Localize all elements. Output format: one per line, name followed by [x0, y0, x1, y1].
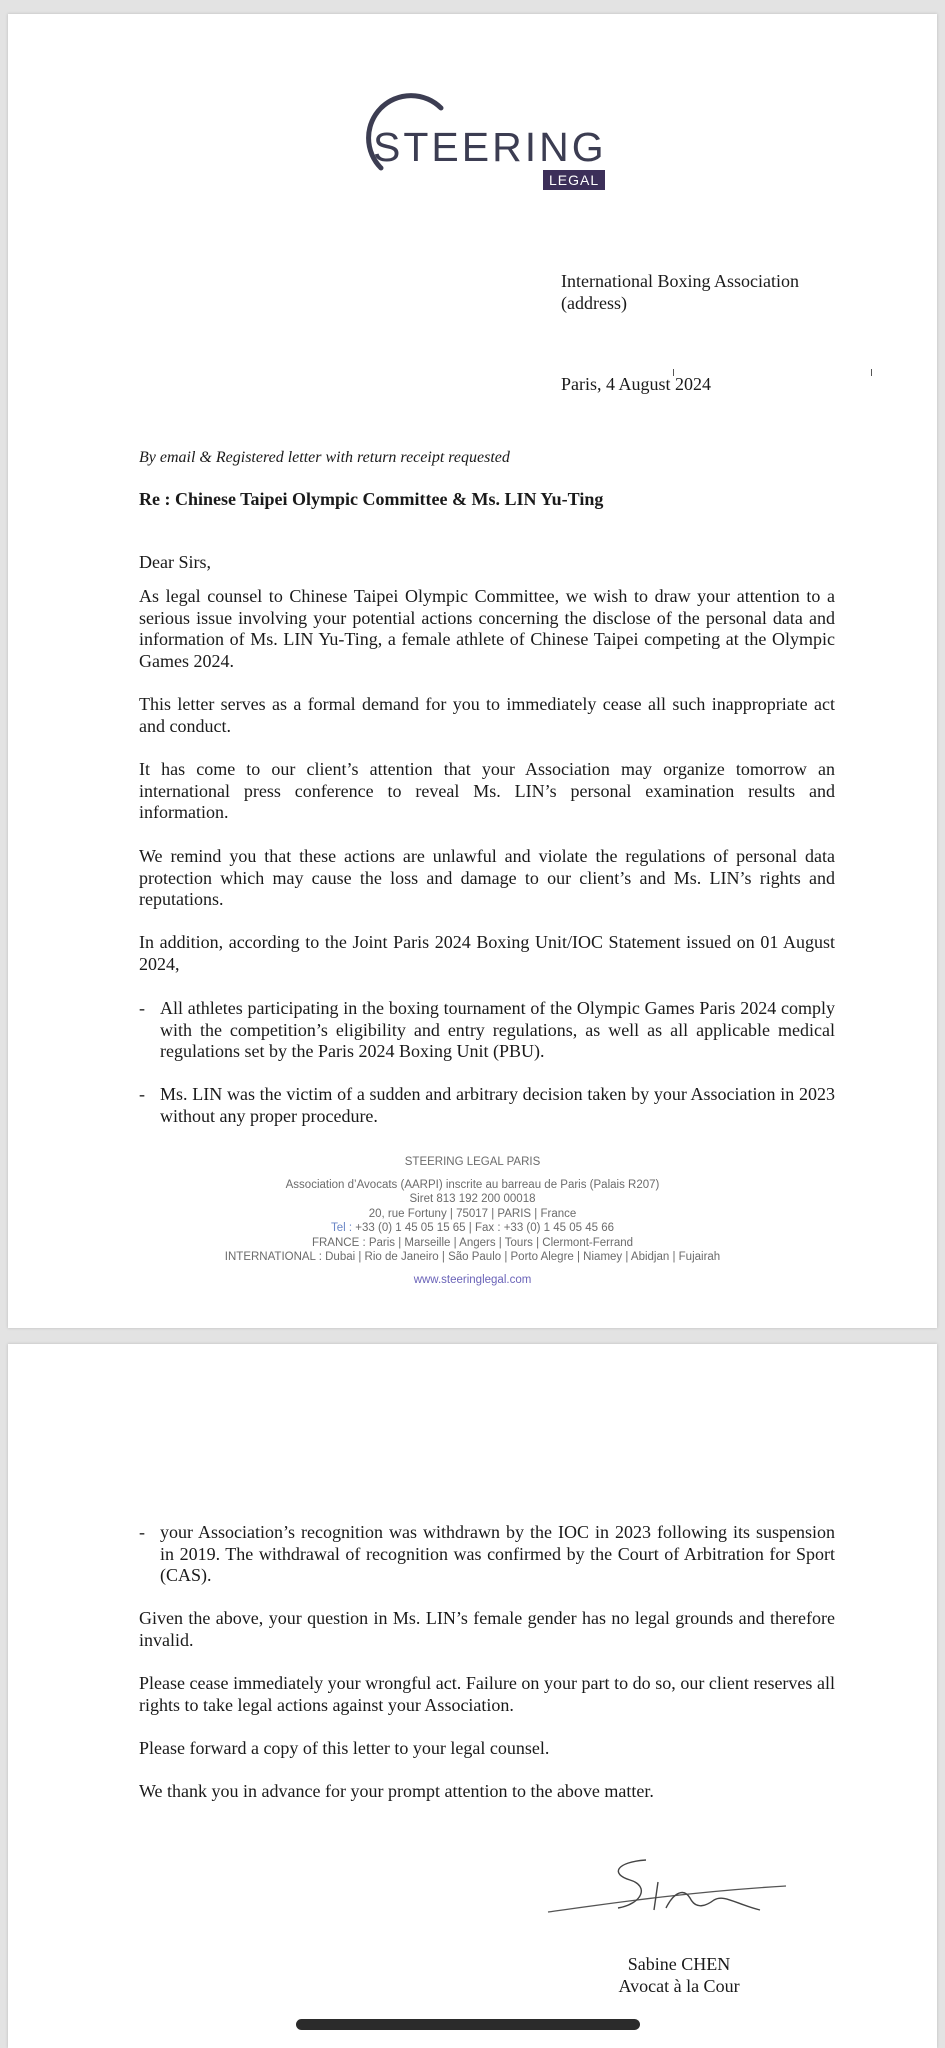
subject-line: Re : Chinese Taipei Olympic Committee & Ms. LIN Yu-Ting: [139, 489, 604, 509]
footer-tel-label: Tel :: [330, 1222, 353, 1234]
logo-wordmark: STEERING: [373, 124, 607, 170]
salutation: Dear Sirs,: [139, 552, 211, 572]
bullet-item: [139, 1084, 835, 1127]
paragraph: It has come to our client’s attention that your Association may organize tomorrow an international press conference to reveal Ms. LIN’s personal examination results and information.: [139, 759, 835, 822]
footer-phone: [8, 1221, 937, 1236]
bullet-text: Ms. LIN was the victim of a sudden and arbitrary decision taken by your Association in 2023 without any proper procedure.: [160, 1084, 835, 1126]
paragraph: We thank you in advance for your prompt attention to the above matter.: [139, 1781, 654, 1801]
footer-tel: +33 (0) 1 45 05 15 65 | Fax : +33 (0) 1 45 05 45 66: [355, 1222, 615, 1234]
scan-mark: [871, 369, 872, 376]
bullet-text: All athletes participating in the boxing tournament of the Olympic Games Paris 2024 comply with the competition’s eligibility and entry regulations, as well as all applicable medical regulations set by the Paris 2024 Boxing Unit (PBU).: [160, 998, 835, 1061]
letter-page-1: [8, 14, 937, 1328]
logo-legal-badge: LEGAL: [543, 170, 605, 190]
letter-page-2: [8, 1344, 937, 2048]
footer-website-link[interactable]: www.steeringlegal.com: [413, 1273, 532, 1286]
footer-street: 20, rue Fortuny | 75017 | PARIS | France: [368, 1207, 577, 1220]
signatory-block: [604, 1954, 754, 1997]
bullet-item: [139, 1522, 835, 1587]
letterhead-footer: [8, 1155, 937, 1287]
paragraph: In addition, according to the Joint Paris 2024 Boxing Unit/IOC Statement issued on 01 August 2024,: [139, 932, 835, 974]
home-indicator[interactable]: [296, 2019, 640, 2030]
bullet-item: [139, 998, 835, 1063]
bullet-dash: -: [139, 1084, 145, 1104]
recipient-block: [561, 270, 799, 314]
footer-association: Association d’Avocats (AARPI) inscrite au barreau de Paris (Palais R207): [285, 1178, 660, 1191]
footer-firm: STEERING LEGAL PARIS: [404, 1156, 541, 1168]
signatory-title: Avocat à la Cour: [618, 1975, 740, 1996]
paragraph: As legal counsel to Chinese Taipei Olympic Committee, we wish to draw your attention to a serious issue involving your potential actions concerning the disclose of the personal data and information of Ms. LIN Yu-Ting, a female athlete of Chinese Taipei competing at the Olympic Games 2024.: [139, 586, 835, 671]
paragraph: This letter serves as a formal demand for you to immediately cease all such inappropriate act and conduct.: [139, 694, 835, 736]
date-line: Paris, 4 August 2024: [561, 374, 712, 394]
footer-international-offices: INTERNATIONAL : Dubai | Rio de Janeiro | São Paulo | Porto Alegre | Niamey | Abidjan | Fujairah: [224, 1251, 721, 1263]
footer-france-offices: FRANCE : Paris | Marseille | Angers | Tours | Clermont-Ferrand: [311, 1236, 634, 1249]
steering-legal-logo: [353, 82, 613, 194]
recipient-address: (address): [561, 293, 627, 313]
paragraph: Given the above, your question in Ms. LIN’s female gender has no legal grounds and therefore invalid.: [139, 1608, 835, 1650]
paragraph: Please cease immediately your wrongful act. Failure on your part to do so, our client reserves all rights to take legal actions against your Association.: [139, 1673, 835, 1715]
signatory-name: Sabine CHEN: [627, 1954, 731, 1974]
handwritten-signature: [546, 1852, 796, 1932]
bullet-text: your Association’s recognition was withdrawn by the IOC in 2023 following its suspension in 2019. The withdrawal of recognition was confirmed by the Court of Arbitration for Sport (CAS).: [160, 1522, 835, 1585]
bullet-dash: -: [139, 998, 145, 1018]
delivery-method: By email & Registered letter with return receipt requested: [139, 449, 510, 466]
recipient-name: International Boxing Association: [561, 271, 799, 291]
bullet-dash: -: [139, 1522, 145, 1542]
paragraph: We remind you that these actions are unlawful and violate the regulations of personal data protection which may cause the loss and damage to our client’s and Ms. LIN’s rights and reputations.: [139, 846, 835, 909]
paragraph: Please forward a copy of this letter to your legal counsel.: [139, 1738, 550, 1758]
footer-siret: Siret 813 192 200 00018: [409, 1193, 536, 1205]
